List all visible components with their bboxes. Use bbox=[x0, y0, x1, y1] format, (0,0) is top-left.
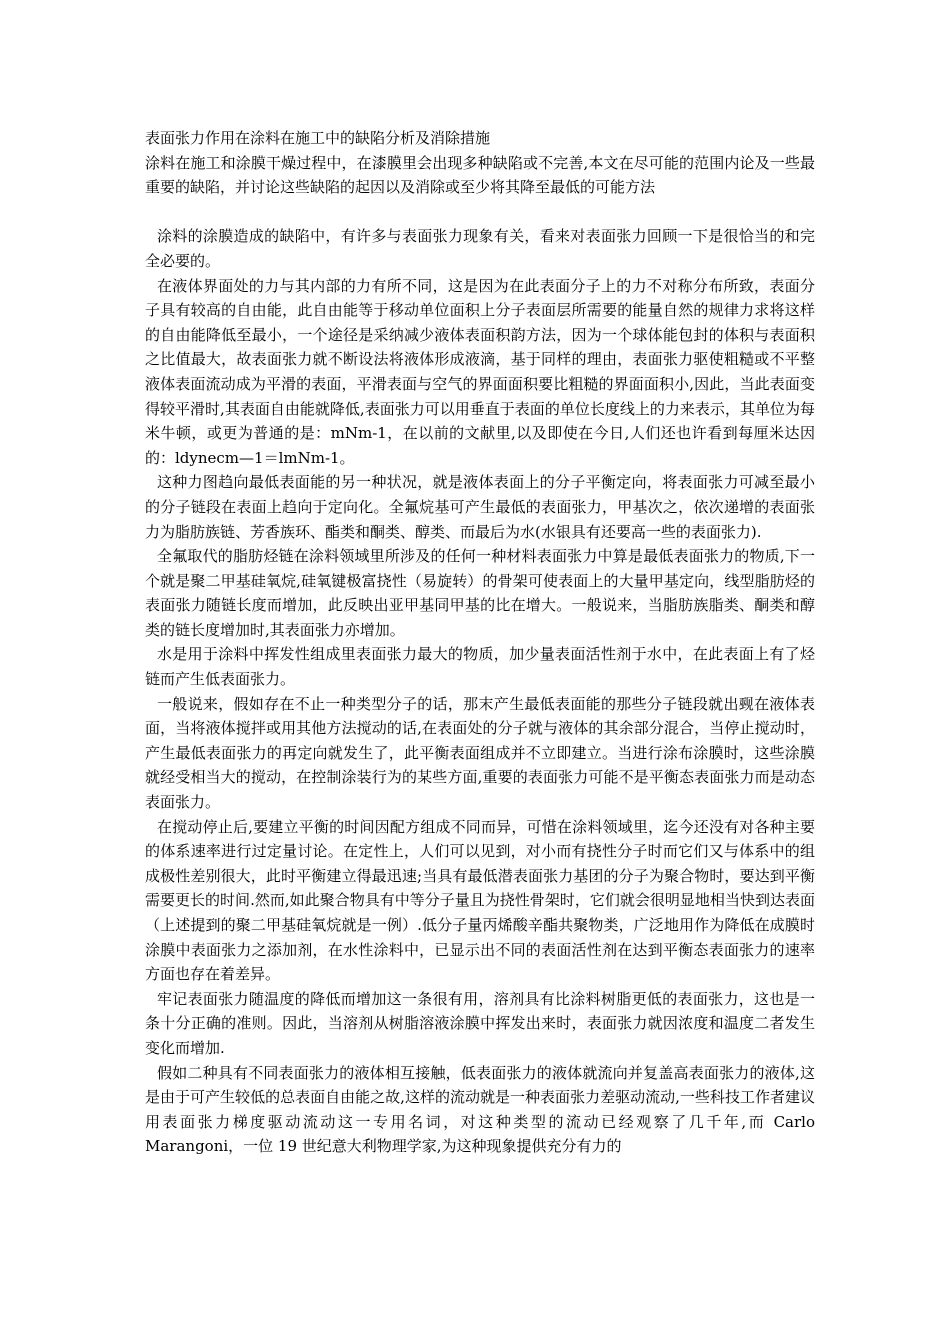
paragraph-8: 牢记表面张力随温度的降低而增加这一条很有用，溶剂具有比涂料树脂更低的表面张力，这也是一条十分正确的准则。因此，当溶剂从树脂溶液涂膜中挥发出来时，表面张力就因浓度和温度二者发生变化而增加. bbox=[145, 989, 815, 1057]
paragraph-3: 这种力图趋向最低表面能的另一种状况，就是液体表面上的分子平衡定向，将表面张力可减至最小的分子链段在表面上趋向于定向化。全氟烷基可产生最低的表面张力，甲基次之，依次递增的表面张力为脂肪族链、芳香族环、酯类和酮类、醇类、而最后为水(水银具有还要高一些的表面张力). bbox=[145, 473, 815, 541]
paragraph-2: 在液体界面处的力与其内部的力有所不同，这是因为在此表面分子上的力不对称分布所致，表面分子具有较高的自由能，此自由能等于移动单位面积上分子表面层所需要的能量自然的规律力求将这样的自由能降低至最小，一个途径是采纳减少液体表面积韵方法，因为一个球体能包封的体积与表面积之比值最大，故表面张力就不断设法将液体形成液滴，基于同样的理由，表面张力驱使粗糙或不平整液体表面流动成为平滑的表面，平滑表面与空气的界面面积要比粗糙的界面面积小,因此，当此表面变得较平滑时,其表面自由能就降低,表面张力可以用垂直于表面的单位长度线上的力来表示，其单位为每米牛顿，或更为普通的是：mNm-1，在以前的文献里,以及即使在今日,人们还也许看到每厘米达因的：ldynecm—1＝lmNm-1。 bbox=[145, 276, 815, 467]
paragraph-5: 水是用于涂料中挥发性组成里表面张力最大的物质，加少量表面活性剂于水中，在此表面上有了烃链而产生低表面张力。 bbox=[145, 645, 815, 689]
paragraph-1: 涂料的涂膜造成的缺陷中，有许多与表面张力现象有关，看来对表面张力回顾一下是很恰当的和完全必要的。 bbox=[145, 227, 815, 270]
paragraph-6: 一般说来，假如存在不止一种类型分子的话，那末产生最低表面能的那些分子链段就出觋在液体表面，当将液体搅拌或用其他方法搅动的话,在表面处的分子就与液体的其余部分混合，当停止搅动时，产生最低表面张力的再定向就发生了，此平衡表面组成并不立即建立。当进行涂布涂膜时，这些涂膜就经受相当大的搅动，在控制涂装行为的某些方面,重要的表面张力可能不是平衡态表面张力而是动态表面张力。 bbox=[145, 694, 815, 812]
document-intro: 涂料在施工和涂膜干燥过程中，在漆膜里会出现多种缺陷或不完善,本文在尽可能的范围内论及一些最重要的缺陷，并讨论这些缺陷的起因以及消除或至少将其降至最低的可能方法 bbox=[145, 153, 815, 197]
document-body bbox=[145, 126, 815, 1159]
paragraph-9: 假如二种具有不同表面张力的液体相互接触，低表面张力的液体就流向并复盖高表面张力的液体,这是由于可产生较低的总表面自由能之故,这样的流动就是一种表面张力差驱动流动,一些科技工作者建议用表面张力梯度驱动流动这一专用名词，对这种类型的流动已经观察了几千年,而 Carlo Marangoni，一位 19 世纪意大利物理学家,为这种现象提供充分有力的 bbox=[145, 1063, 815, 1156]
paragraph-7: 在搅动停止后,要建立平衡的时间因配方组成不同而异，可惜在涂料领域里，迄今还没有对各种主要的体系速率进行过定量讨论。在定性上，人们可以见到，对小而有挠性分子时而它们又与体系中的组成极性差别很大，此时平衡建立得最迅速;当具有最低潜表面张力基团的分子为聚合物时，要达到平衡需要更长的时间.然而,如此聚合物具有中等分子量且为挠性骨架时，它们就会很明显地相当快到达表面（上述提到的聚二甲基硅氧烷就是一例）.低分子量丙烯酸辛酯共聚物类，广泛地用作为降低在成膜时涂膜中表面张力之添加剂，在水性涂料中，已显示出不同的表面活性剂在达到平衡态表面张力的速率方面也存在着差异。 bbox=[145, 817, 815, 984]
paragraph-4: 全氟取代的脂肪烃链在涂料领域里所涉及的任何一种材料表面张力中算是最低表面张力的物质,下一个就是聚二甲基硅氧烷,硅氧键极富挠性（易旋转）的骨架可使表面上的大量甲基定向，线型脂肪烃的表面张力随链长度而增加，此反映出亚甲基同甲基的比在增大。一般说来，当脂肪族脂类、酮类和醇类的链长度增加时,其表面张力亦增加。 bbox=[145, 547, 815, 639]
document-title: 表面张力作用在涂料在施工中的缺陷分析及消除措施 bbox=[145, 129, 491, 147]
